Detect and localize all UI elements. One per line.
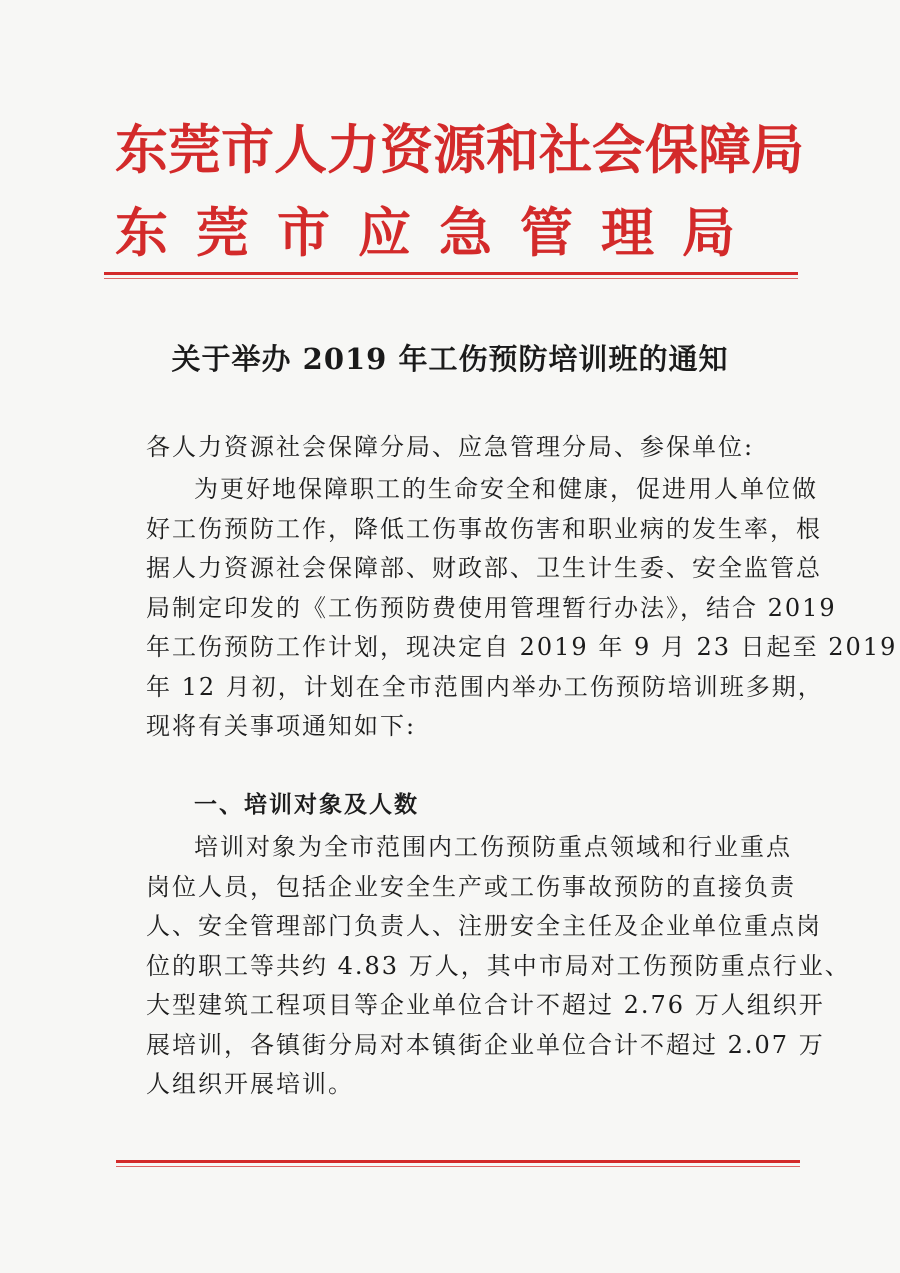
paragraph-line: 年工伤预防工作计划，现决定自 2019 年 9 月 23 日起至 2019 xyxy=(146,633,898,661)
addressee-line: 各人力资源社会保障分局、应急管理分局、参保单位: xyxy=(146,433,755,461)
addressee xyxy=(146,428,774,468)
paragraph-line: 现将有关事项通知如下: xyxy=(146,712,417,740)
footer-red-rule-thin xyxy=(116,1166,800,1167)
paragraph-line: 人、安全管理部门负责人、注册安全主任及企业单位重点岗 xyxy=(146,912,822,940)
section-title: 一、培训对象及人数 xyxy=(194,792,419,818)
paragraph-1 xyxy=(146,470,898,747)
paragraph-line: 位的职工等共约 4.83 万人，其中市局对工伤预防重点行业、 xyxy=(146,951,851,980)
paragraph-line: 年 12 月初，计划在全市范围内举办工伤预防培训班多期， xyxy=(146,672,824,701)
header-red-rule xyxy=(104,272,798,275)
letterhead-line-1: 东莞市人力资源和社会保障局 xyxy=(115,119,804,181)
paragraph-line: 好工伤预防工作，降低工伤事故伤害和职业病的发生率，根 xyxy=(146,514,822,543)
paragraph-line: 大型建筑工程项目等企业单位合计不超过 2.76 万人组织开 xyxy=(146,991,825,1019)
paragraph-line: 据人力资源社会保障部、财政部、卫生计生委、安全监管总 xyxy=(146,554,822,582)
header-red-rule-thin xyxy=(104,278,798,279)
paragraph-line: 展培训，各镇街分局对本镇街企业单位合计不超过 2.07 万 xyxy=(146,1030,825,1059)
paragraph-2 xyxy=(146,828,851,1105)
paragraph-line: 人组织开展培训。 xyxy=(146,1070,354,1098)
paragraph-line: 为更好地保障职工的生命安全和健康，促进用人单位做 xyxy=(194,475,818,503)
paragraph-line: 培训对象为全市范围内工伤预防重点领域和行业重点 xyxy=(194,833,792,861)
section-1-heading xyxy=(146,786,774,826)
paragraph-line: 局制定印发的《工伤预防费使用管理暂行办法》，结合 2019 xyxy=(146,593,837,622)
paragraph-line: 岗位人员，包括企业安全生产或工伤事故预防的直接负责 xyxy=(146,872,796,901)
letterhead-line-2: 东莞市应急管理局 xyxy=(115,202,763,264)
footer-red-rule xyxy=(116,1160,800,1163)
document-title: 关于举办 2019 年工伤预防培训班的通知 xyxy=(171,342,729,376)
